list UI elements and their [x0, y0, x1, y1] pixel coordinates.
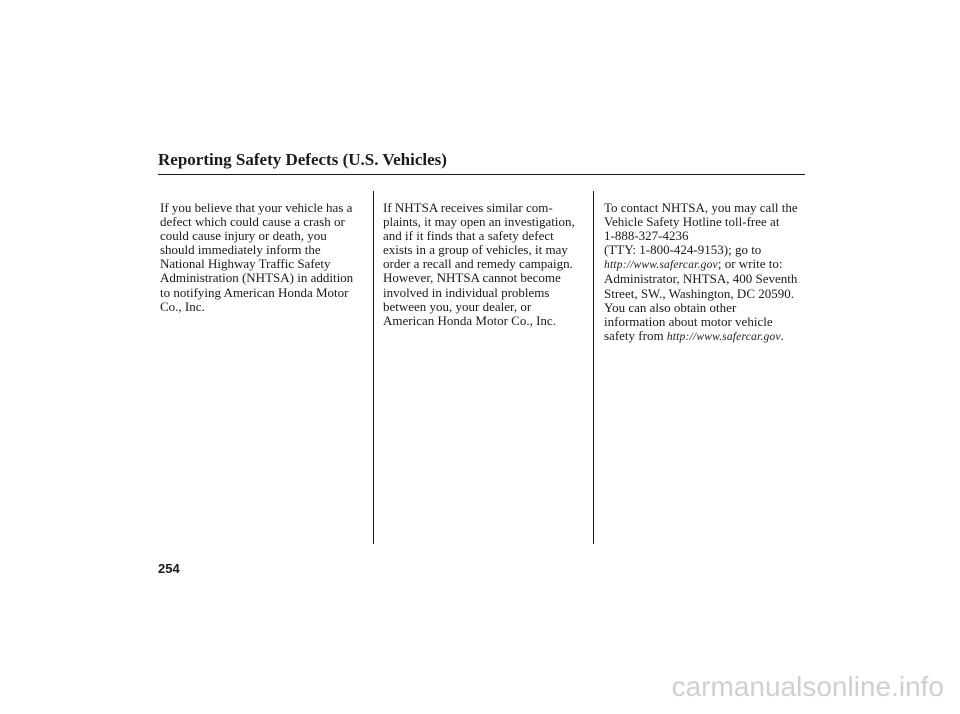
- text-line: involved in individual problems: [383, 284, 550, 300]
- safercar-url-link[interactable]: http://www.safercar.gov: [666, 330, 781, 343]
- text-line: Administrator, NHTSA, 400 Seventh: [604, 271, 798, 287]
- url-line: [604, 257, 804, 272]
- page-number: 254: [158, 561, 180, 576]
- nhtsa-url-link[interactable]: http://www.safercar.gov: [604, 259, 718, 272]
- column-divider-left: [373, 191, 374, 544]
- text-line: Street, SW., Washington, DC 20590.: [604, 285, 794, 301]
- text-line: could cause injury or death, you: [160, 228, 327, 244]
- column-3-text: [604, 201, 804, 344]
- text-line: defect which could cause a crash or: [160, 214, 345, 230]
- url-line: [604, 329, 804, 344]
- text-line: information about motor vehicle: [604, 313, 773, 329]
- text-line: If NHTSA receives similar com-: [383, 200, 553, 215]
- text-line: to notifying American Honda Motor: [160, 284, 349, 300]
- text-line: should immediately inform the: [160, 242, 321, 258]
- section-title: Reporting Safety Defects (U.S. Vehicles): [158, 150, 447, 169]
- text-line: To contact NHTSA, you may call the: [604, 200, 798, 215]
- text-line: 1-888-327-4236: [604, 228, 689, 244]
- text-line: (TTY: 1-800-424-9153); go to: [604, 242, 762, 258]
- column-2-text: [383, 201, 593, 328]
- text-fragment: safety from: [604, 327, 667, 343]
- text-line: plaints, it may open an investigation,: [383, 214, 575, 230]
- text-line: If you believe that your vehicle has a: [160, 200, 353, 215]
- text-line: and if it finds that a safety defect: [383, 228, 554, 244]
- text-line: Administration (NHTSA) in addition: [160, 270, 354, 286]
- text-line: You can also obtain other: [604, 299, 737, 315]
- text-line: National Highway Traffic Safety: [160, 256, 331, 272]
- watermark: carmanualsonline.info: [671, 671, 944, 702]
- text-line: exists in a group of vehicles, it may: [383, 242, 568, 258]
- text-fragment: .: [780, 327, 784, 343]
- column-1-text: [160, 201, 370, 314]
- text-line: Vehicle Safety Hotline toll-free at: [604, 214, 780, 230]
- column-divider-right: [593, 191, 594, 544]
- text-line: between you, your dealer, or: [383, 298, 532, 314]
- text-line: However, NHTSA cannot become: [383, 270, 561, 286]
- text-line: order a recall and remedy campaign.: [383, 256, 573, 272]
- text-line: American Honda Motor Co., Inc.: [383, 312, 556, 328]
- text-line: Co., Inc.: [160, 298, 205, 314]
- title-rule: [158, 174, 805, 175]
- text-fragment: ; or write to:: [717, 256, 783, 272]
